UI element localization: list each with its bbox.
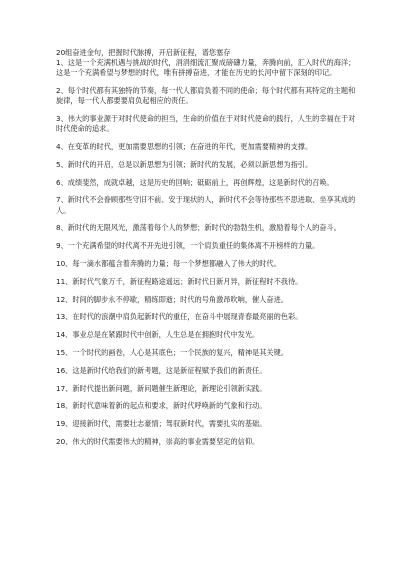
list-item: 11、新时代气象万千，新征程路途遥远；新时代日新月异，新征程时不我待。 [56, 276, 303, 286]
document-title: 20组奋进金句，把握时代脉搏，开启新征程，谱您塞存 [56, 48, 231, 57]
quote-list [56, 58, 370, 447]
list-item: 15、一个时代的画卷，人心是其底色；一个民族的复兴，精神是其关键。 [56, 347, 288, 357]
list-item: 20、伟大的时代需要伟大的精神，崇高的事业需要坚定的信仰。 [56, 436, 260, 446]
list-item: 1、这是一个充满机遇与挑战的时代，涓涓细流汇聚成磅礴力量，奔腾向前，汇入时代的海洋；这是一个充满希望与梦想的时代，唯有拼搏奋进，才能在历史的长河中留下深刻的印记。 [56, 58, 356, 78]
list-item: 12、时间的脚步永不停歇，精练即逝；时代的号角激昂吹响，催人奋进。 [56, 294, 288, 304]
list-item: 3、伟大的事业源于对时代使命的担当，生命的价值在于对时代使命的践行，人生的幸福在于对时代使命的追求。 [56, 114, 356, 134]
list-item: 10、每一滴水都蕴含着奔腾的力量；每一个梦想都融入了伟大的时代。 [56, 258, 281, 268]
list-item: 13、在时代的浪潮中肩负起新时代的重任，在奋斗中展现青春最亮丽的色彩。 [56, 312, 303, 322]
list-item: 14、事业总是在紧跟时代中创新，人生总是在拥抱时代中发光。 [56, 330, 260, 340]
list-item: 9、一个充满希望的时代离不开先进引领，一个肩负重任的集体离不开榜样的力量。 [56, 241, 320, 251]
list-item: 17、新时代提出新问题，新问题催生新理论，新理论引领新实践。 [56, 383, 267, 393]
list-item: 19、迎接新时代，需要壮志豪情；驾驭新时代，需要扎实的基础。 [56, 419, 267, 429]
list-item: 16、这是新时代给我们的新考题，这是新征程赋予我们的新责任。 [56, 365, 267, 375]
list-item: 6、成绩斐然，成就卓越，这是历史的回响；砥砺前上，再创辉煌，这是新时代的召唤。 [56, 177, 334, 187]
list-item: 5、新时代的开启，总是以新思想为引领；新时代的发展，必须以新思想为指引。 [56, 159, 313, 169]
list-item: 4、在变革的时代，更加需要思想的引领；在奋进的年代，更加需要精神的支撑。 [56, 142, 313, 151]
list-item: 18、新时代意味着新的起点和要求，新时代呼唤新的气象和行动。 [56, 401, 267, 411]
list-item: 2、每个时代都有其独特的节奏，每一代人都肩负着不同的使命；每个时代都有其特定的主题和旋律，每一代人都要要肩负起相应的责任。 [56, 86, 356, 106]
list-item: 7、新时代不会眷顾那些守旧不前、安于现状的人，新时代不会等待那些不思进取、坐享其成的人。 [56, 195, 356, 215]
list-item: 8、新时代的无限风光，激荡着每个人的梦想；新时代的勃勃生机，激励着每个人的奋斗。 [56, 223, 341, 233]
